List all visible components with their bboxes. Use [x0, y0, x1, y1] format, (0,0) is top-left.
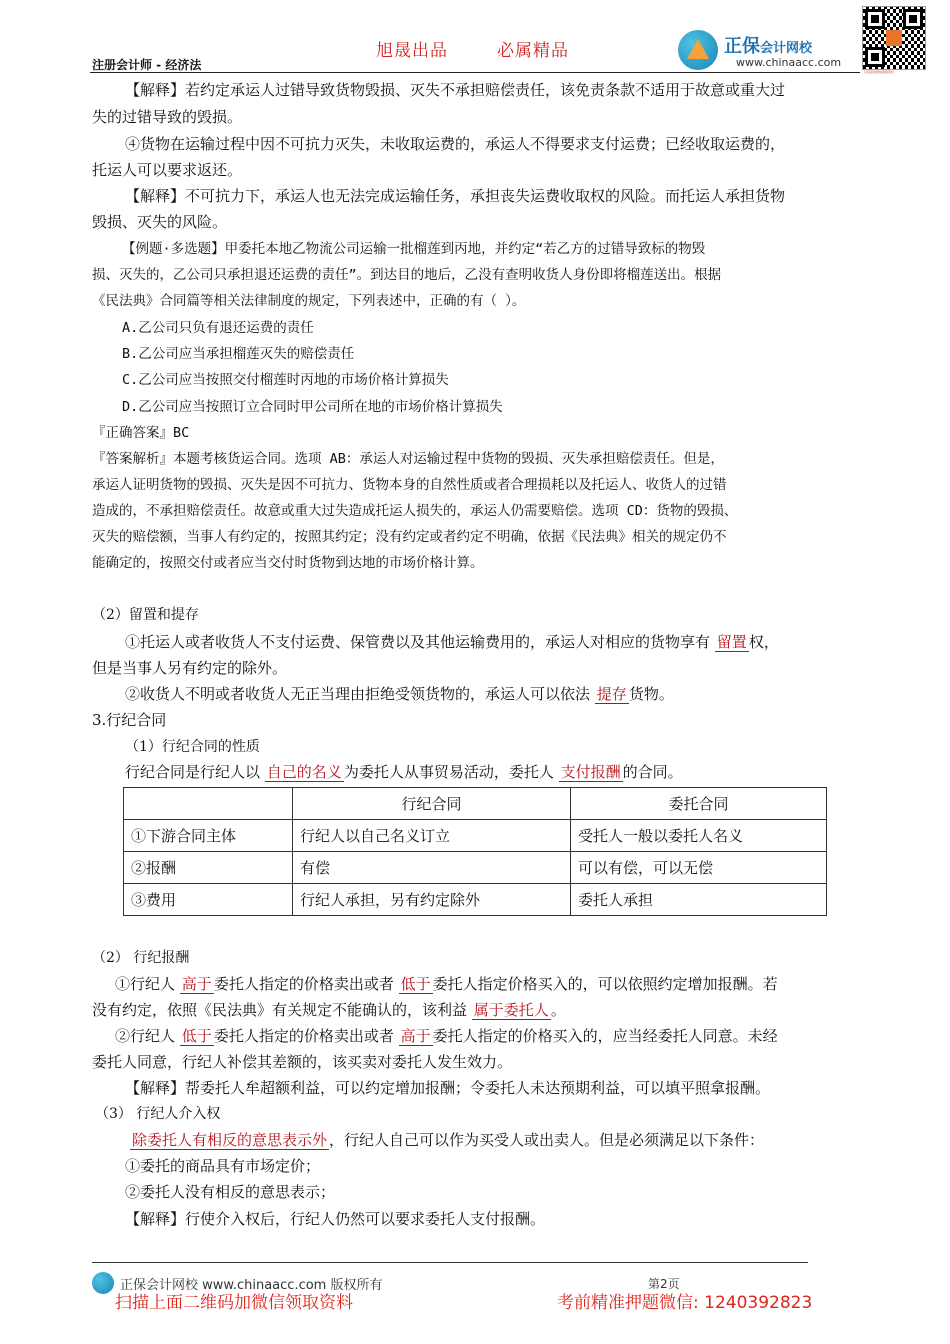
- blank-lower: 低于: [400, 975, 431, 993]
- remuneration-line1: ①行纪人 高于 委托人指定的价格卖出或者 低于 委托人指定价格买入的，可以依照约定增加报酬。若: [115, 975, 778, 993]
- example-line3: 《民法典》合同篇等相关法律制度的规定，下列表述中，正确的有（ ）。: [92, 293, 526, 309]
- table-row: [124, 820, 827, 852]
- footer-logo-icon: [92, 1272, 114, 1294]
- intervention-line1: 除委托人有相反的意思表示外 ，行纪人自己可以作为买受人或出卖人。但是必须满足以下条件：: [132, 1131, 765, 1149]
- logo-icon: [678, 30, 718, 70]
- explain-3: 【解释】帮委托人牟超额利益，可以约定增加报酬；令委托人未达预期利益，可以填平照拿报酬。: [125, 1079, 771, 1097]
- brand-logo[interactable]: [678, 30, 858, 72]
- option-b: B.乙公司应当承担榴莲灭失的赔偿责任: [122, 346, 355, 362]
- remuneration-line2: 没有约定，依照《民法典》有关规定不能确认的，该利益 属于委托人 。: [92, 1001, 566, 1019]
- table-row: [124, 852, 827, 884]
- analysis-line4: 灭失的赔偿额，当事人有约定的，按照其约定；没有约定或者约定不明确，依据《民法典》相关的规定仍不: [92, 529, 727, 545]
- option-c: C.乙公司应当按照交付榴莲时丙地的市场价格计算损失: [122, 372, 449, 388]
- header-slogan-left: 旭晟出品: [376, 41, 448, 61]
- table-header-row: [124, 788, 827, 820]
- table-cell: 行纪人承担，另有约定除外: [293, 884, 571, 916]
- subsection-nature: （1）行纪合同的性质: [125, 739, 260, 755]
- section-lien-storage: （2）留置和提存: [92, 607, 199, 623]
- condition-1: ①委托的商品具有市场定价；: [125, 1157, 321, 1175]
- blank-higher: 高于: [181, 975, 212, 993]
- logo-url: www.chinaacc.com: [736, 56, 842, 69]
- table-cell: 行纪人以自己名义订立: [293, 820, 571, 852]
- section-commission-contract: 3.行纪合同: [92, 711, 167, 729]
- logo-name: 正保: [724, 36, 760, 57]
- table-cell: 委托人承担: [571, 884, 827, 916]
- footer-divider: [92, 1262, 808, 1263]
- table-header-cell: 委托合同: [571, 788, 827, 820]
- blank-storage: 提存: [596, 685, 627, 703]
- example-line2: 损、灭失的，乙公司只承担退还运费的责任”。到达目的地后，乙没有查明收货人身份即将榴莲送出。根据: [92, 267, 722, 283]
- storage-line: ②收货人不明或者收货人无正当理由拒绝受领货物的，承运人可以依法 提存 货物。: [125, 685, 674, 703]
- definition-line: 行纪合同是行纪人以 自己的名义 为委托人从事贸易活动，委托人 支付报酬 的合同。: [125, 763, 683, 781]
- rule-4-line1: ④货物在运输过程中因不可抗力灭失，未收取运费的，承运人不得要求支付运费；已经收取运费的，: [125, 135, 786, 153]
- analysis-line1: 『答案解析』本题考核货运合同。选项 AB：承运人对运输过程中货物的毁损、灭失承担赔偿责任。但是，: [92, 451, 724, 467]
- explain-1-line1: 【解释】若约定承运人过错导致货物毁损、灭失不承担赔偿责任，该免责条款不适用于故意或重大过: [125, 81, 786, 99]
- table-cell: 有偿: [293, 852, 571, 884]
- blank-lien: 留置: [716, 633, 747, 651]
- analysis-line2: 承运人证明货物的毁损、灭失是因不可抗力、货物本身的自然性质或者合理损耗以及托运人、收货人的过错: [92, 477, 727, 493]
- explain-1-line2: 失的过错导致的毁损。: [92, 108, 243, 126]
- logo-sub: 会计网校: [760, 41, 813, 56]
- table-header-cell: 行纪合同: [293, 788, 571, 820]
- blank-own-name: 自己的名义: [266, 763, 342, 781]
- lien-line1: ①托运人或者收货人不支付运费、保管费以及其他运输费用的，承运人对相应的货物享有 留置 权，: [125, 633, 779, 651]
- qr-code-icon[interactable]: [862, 6, 926, 70]
- subject-title: 注册会计师 - 经济法: [92, 58, 202, 72]
- table-cell: ②报酬: [124, 852, 293, 884]
- table-header-cell: [124, 788, 293, 820]
- promo-scan-qr: 扫描上面二维码加微信领取资料: [115, 1293, 353, 1313]
- header-divider: [90, 72, 860, 73]
- option-d: D.乙公司应当按照订立合同时甲公司所在地的市场价格计算损失: [122, 399, 503, 415]
- subsection-remuneration: （2） 行纪报酬: [92, 950, 190, 966]
- footer-copyright: 正保会计网校 www.chinaacc.com 版权所有: [120, 1278, 383, 1293]
- rule-4-line2: 托运人可以要求返还。: [92, 161, 243, 179]
- blank-unless-contrary: 除委托人有相反的意思表示外: [132, 1131, 328, 1149]
- table-cell: ③费用: [124, 884, 293, 916]
- explain-2-line1: 【解释】不可抗力下，承运人也无法完成运输任务，承担丧失运费收取权的风险。而托运人承担货物: [125, 187, 786, 205]
- analysis-line3: 造成的，不承担赔偿责任。故意或重大过失造成托运人损失的，承运人仍需要赔偿。选项 CD：货物的毁损、: [92, 503, 738, 519]
- qr-note: 扫码添加微信领取资料: [864, 70, 895, 74]
- page-number: 第2页: [648, 1277, 680, 1291]
- analysis-line5: 能确定的，按照交付或者应当交付时货物到达地的市场价格计算。: [92, 555, 484, 571]
- blank-higher: 高于: [400, 1027, 431, 1045]
- example-line1: 【例题·多选题】甲委托本地乙物流公司运输一批榴莲到丙地，并约定“若乙方的过错导致标的物毁: [122, 241, 706, 257]
- remuneration-line3: ②行纪人 低于 委托人指定的价格卖出或者 高于 委托人指定的价格买入的，应当经委托人同意。未经: [115, 1027, 778, 1045]
- table-cell: ①下游合同主体: [124, 820, 293, 852]
- option-a: A.乙公司只负有退还运费的责任: [122, 320, 314, 336]
- header-slogan-right: 必属精品: [497, 41, 569, 61]
- blank-lower: 低于: [181, 1027, 212, 1045]
- correct-answer: 『正确答案』BC: [92, 425, 190, 441]
- explain-2-line2: 毁损、灭失的风险。: [92, 213, 228, 231]
- table-cell: 受托人一般以委托人名义: [571, 820, 827, 852]
- subsection-intervention: （3） 行纪人介入权: [95, 1106, 221, 1122]
- explain-4: 【解释】行使介入权后，行纪人仍然可以要求委托人支付报酬。: [125, 1210, 546, 1228]
- table-cell: 可以有偿，可以无偿: [571, 852, 827, 884]
- comparison-table: [123, 787, 827, 916]
- lien-line2: 但是当事人另有约定的除外。: [92, 659, 288, 677]
- blank-pay-remuneration: 支付报酬: [560, 763, 621, 781]
- table-row: [124, 884, 827, 916]
- promo-wechat: 考前精准押题微信: 1240392823: [557, 1293, 813, 1313]
- blank-belongs-principal: 属于委托人: [473, 1001, 549, 1019]
- condition-2: ②委托人没有相反的意思表示；: [125, 1183, 336, 1201]
- remuneration-line4: 委托人同意，行纪人补偿其差额的，该买卖对委托人发生效力。: [92, 1053, 513, 1071]
